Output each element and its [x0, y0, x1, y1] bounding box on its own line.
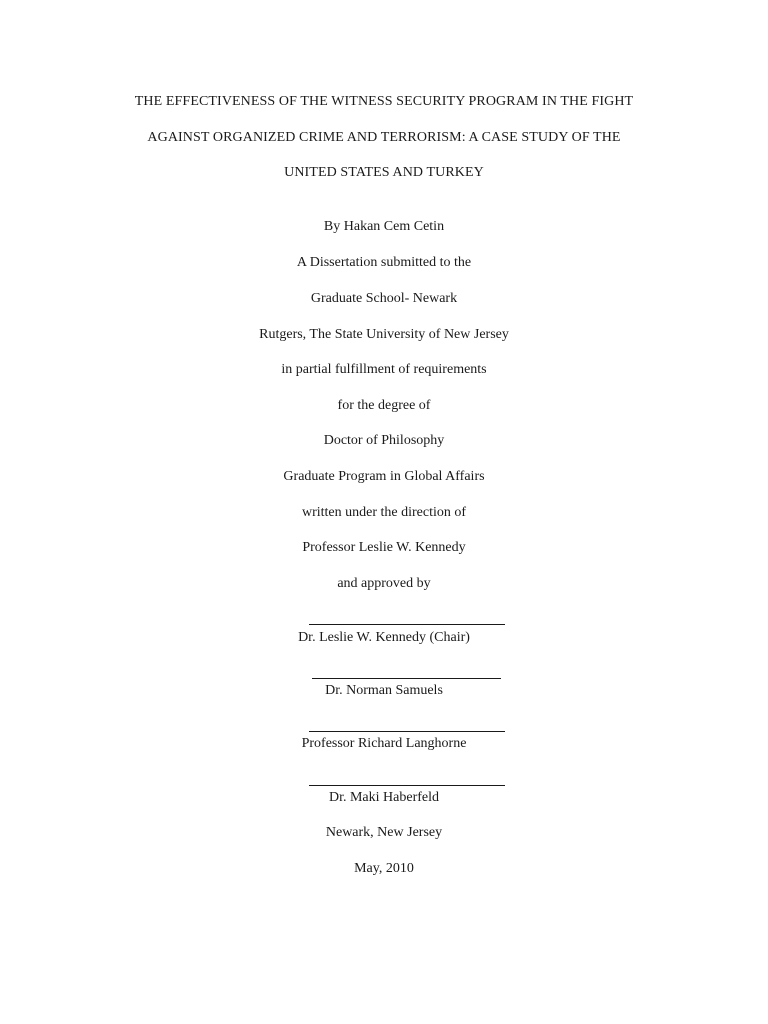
signature-line-4: [309, 785, 505, 786]
submission-line-6: Doctor of Philosophy: [323, 433, 445, 448]
author-line: By Hakan Cem Cetin: [323, 219, 445, 234]
location-line: Newark, New Jersey: [325, 825, 443, 840]
signature-line-2: [312, 678, 501, 679]
title-line-3: UNITED STATES AND TURKEY: [284, 165, 484, 180]
submission-line-7: Graduate Program in Global Affairs: [283, 469, 485, 484]
committee-member-1: Dr. Leslie W. Kennedy (Chair): [298, 630, 470, 645]
date-line: May, 2010: [354, 861, 414, 876]
submission-line-3: Rutgers, The State University of New Jersey: [259, 327, 509, 342]
submission-line-2: Graduate School- Newark: [310, 291, 458, 306]
submission-line-1: A Dissertation submitted to the: [296, 255, 472, 270]
committee-member-2: Dr. Norman Samuels: [325, 683, 443, 698]
submission-line-4: in partial fulfillment of requirements: [281, 362, 487, 377]
submission-line-9: Professor Leslie W. Kennedy: [302, 540, 466, 555]
committee-member-3: Professor Richard Langhorne: [301, 736, 467, 751]
signature-line-3: [309, 731, 505, 732]
title-line-2: AGAINST ORGANIZED CRIME AND TERRORISM: A CASE STUDY OF THE: [147, 130, 621, 145]
submission-line-5: for the degree of: [337, 398, 431, 413]
title-line-1: THE EFFECTIVENESS OF THE WITNESS SECURITY PROGRAM IN THE FIGHT: [134, 94, 634, 109]
signature-line-1: [309, 624, 505, 625]
submission-line-8: written under the direction of: [301, 505, 467, 520]
committee-member-4: Dr. Maki Haberfeld: [328, 790, 440, 805]
submission-line-10: and approved by: [337, 576, 431, 591]
